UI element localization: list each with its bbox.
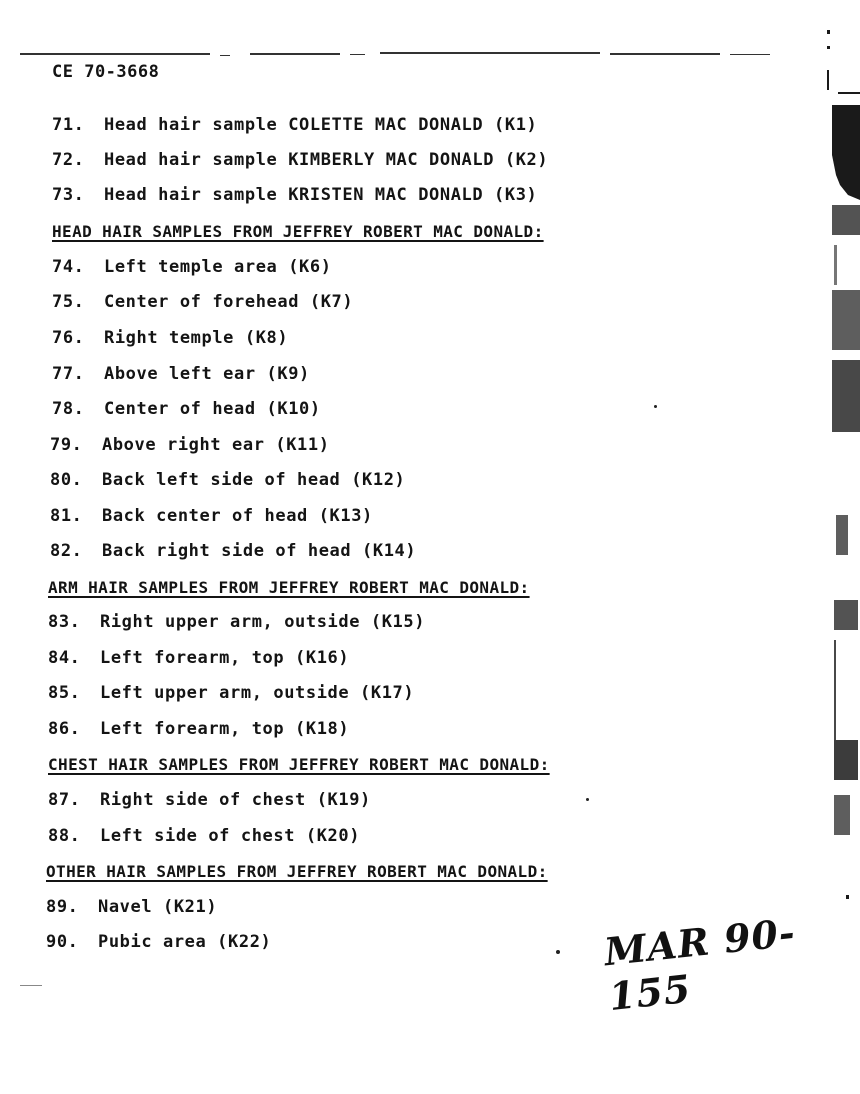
scan-noise-line bbox=[20, 50, 780, 60]
section-heading-chest-hair: CHEST HAIR SAMPLES FROM JEFFREY ROBERT MAC DONALD: bbox=[48, 755, 550, 774]
item-text: Back center of head (K13) bbox=[102, 506, 373, 526]
list-item bbox=[50, 541, 416, 561]
list-item bbox=[48, 648, 349, 668]
list-item bbox=[52, 150, 548, 170]
item-number: 71. bbox=[52, 115, 85, 135]
item-text: Head hair sample KRISTEN MAC DONALD (K3) bbox=[104, 185, 538, 205]
item-number: 76. bbox=[52, 328, 85, 348]
list-item bbox=[50, 470, 405, 490]
item-number: 81. bbox=[50, 506, 83, 526]
item-text: Left side of chest (K20) bbox=[100, 826, 361, 846]
item-text: Above right ear (K11) bbox=[102, 435, 330, 455]
handwritten-reference: MAR 90-155 bbox=[601, 909, 798, 1020]
item-text: Left forearm, top (K18) bbox=[100, 719, 350, 739]
item-number: 78. bbox=[52, 399, 85, 419]
item-number: 86. bbox=[48, 719, 81, 739]
list-item bbox=[52, 185, 537, 205]
list-item bbox=[52, 364, 310, 384]
list-item bbox=[50, 435, 330, 455]
list-item bbox=[48, 790, 371, 810]
section-heading-head-hair: HEAD HAIR SAMPLES FROM JEFFREY ROBERT MAC DONALD: bbox=[52, 222, 544, 241]
item-number: 85. bbox=[48, 683, 81, 703]
item-number: 83. bbox=[48, 612, 81, 632]
item-number: 82. bbox=[50, 541, 83, 561]
list-item bbox=[48, 683, 414, 703]
item-number: 88. bbox=[48, 826, 81, 846]
item-number: 72. bbox=[52, 150, 85, 170]
item-number: 90. bbox=[46, 932, 79, 952]
section-heading-arm-hair: ARM HAIR SAMPLES FROM JEFFREY ROBERT MAC DONALD: bbox=[48, 578, 530, 597]
list-item bbox=[52, 257, 332, 277]
item-text: Pubic area (K22) bbox=[98, 932, 272, 952]
item-number: 75. bbox=[52, 292, 85, 312]
scan-speck bbox=[556, 950, 560, 954]
item-text: Navel (K21) bbox=[98, 897, 218, 917]
item-number: 73. bbox=[52, 185, 85, 205]
item-number: 80. bbox=[50, 470, 83, 490]
item-text: Center of head (K10) bbox=[104, 399, 321, 419]
list-item bbox=[50, 506, 373, 526]
item-number: 89. bbox=[46, 897, 79, 917]
scan-edge-artifacts bbox=[790, 0, 860, 1094]
item-text: Center of forehead (K7) bbox=[104, 292, 354, 312]
scan-speck bbox=[586, 798, 589, 801]
list-item bbox=[52, 399, 321, 419]
list-item bbox=[46, 897, 217, 917]
item-text: Right upper arm, outside (K15) bbox=[100, 612, 426, 632]
item-number: 79. bbox=[50, 435, 83, 455]
item-text: Right temple (K8) bbox=[104, 328, 289, 348]
list-item bbox=[48, 612, 425, 632]
item-text: Back left side of head (K12) bbox=[102, 470, 406, 490]
list-item bbox=[52, 328, 288, 348]
item-number: 77. bbox=[52, 364, 85, 384]
item-number: 74. bbox=[52, 257, 85, 277]
list-item bbox=[48, 719, 349, 739]
list-item bbox=[52, 115, 537, 135]
item-text: Right side of chest (K19) bbox=[100, 790, 371, 810]
item-text: Left forearm, top (K16) bbox=[100, 648, 350, 668]
scan-speck bbox=[654, 405, 657, 408]
section-heading-other-hair: OTHER HAIR SAMPLES FROM JEFFREY ROBERT MAC DONALD: bbox=[46, 862, 548, 881]
item-number: 84. bbox=[48, 648, 81, 668]
item-text: Left temple area (K6) bbox=[104, 257, 332, 277]
scan-mark bbox=[20, 985, 42, 986]
list-item bbox=[46, 932, 271, 952]
item-text: Back right side of head (K14) bbox=[102, 541, 417, 561]
item-text: Head hair sample COLETTE MAC DONALD (K1) bbox=[104, 115, 538, 135]
item-text: Head hair sample KIMBERLY MAC DONALD (K2) bbox=[104, 150, 549, 170]
item-number: 87. bbox=[48, 790, 81, 810]
list-item bbox=[52, 292, 353, 312]
item-text: Above left ear (K9) bbox=[104, 364, 310, 384]
document-id: CE 70-3668 bbox=[52, 62, 160, 82]
item-text: Left upper arm, outside (K17) bbox=[100, 683, 415, 703]
list-item bbox=[48, 826, 360, 846]
